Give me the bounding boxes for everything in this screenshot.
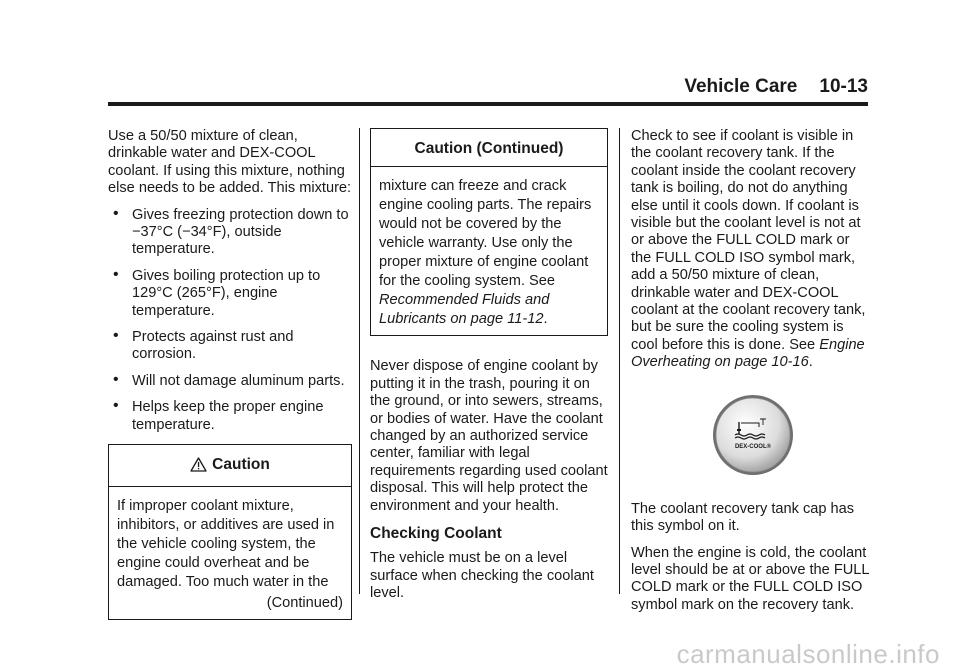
disposal-paragraph: Never dispose of engine coolant by putting it in the trash, pouring it on the ground, or into sewers, streams, or bodies of water. Have the coolant changed by an authorized service center, familiar with legal requirements regarding used coolant disposal. This will help protect the environment and your health.: [370, 358, 608, 514]
caution-continued-title: Caution (Continued): [371, 129, 607, 167]
watermark: carmanualsonline.info: [676, 639, 940, 669]
intro-paragraph: Use a 50/50 mixture of clean, drinkable water and DEX-COOL coolant. If using this mixture, nothing else needs to be added. This mixture:: [108, 128, 352, 197]
list-item: • Helps keep the proper engine temperature.: [108, 399, 352, 434]
column-2: [370, 128, 608, 612]
page-number: 10-13: [819, 76, 868, 97]
list-item: • Will not damage aluminum parts.: [108, 373, 352, 390]
column-1: [108, 128, 352, 642]
mixture-benefits-list: [108, 207, 352, 434]
section-heading: Checking Coolant: [370, 525, 502, 543]
cross-reference-link[interactable]: Engine Overheating on page 10-16: [631, 336, 865, 371]
caution-text: If improper coolant mixture, inhibitors, or additives are used in the vehicle cooling system, the engine could overheat and be damaged. Too much water in the: [117, 497, 335, 590]
list-item: • Gives freezing protection down to −37°C (−34°F), outside temperature.: [108, 207, 352, 259]
caution-box: [108, 444, 352, 619]
cap-symbol-paragraph: The coolant recovery tank cap has this symbol on it.: [631, 500, 855, 535]
caution-body: [109, 487, 351, 619]
column-divider-2: [619, 128, 620, 594]
column-3: [631, 128, 871, 623]
header-rule: [108, 102, 868, 106]
symbol-label: DEX-COOL®: [734, 443, 772, 450]
caution-title: [109, 445, 351, 486]
continued-label: (Continued): [266, 594, 343, 611]
coolant-cap-symbol-icon: [711, 393, 795, 477]
check-coolant-paragraph: Check to see if coolant is visible in the coolant recovery tank. If the coolant inside the coolant recovery tank is boiling, do not do anything else until it cools down. If coolant is visible but the coolant level is not at or above the FULL COLD mark or the FULL COLD ISO symbol mark, add a 50/50 mixture of clean, drinkable water and DEX-COOL coolant at the coolant recovery tank, but be sure the cooling system is cool before this is done. See Engine Overheating on page 10-16.: [631, 128, 866, 371]
cross-reference-link[interactable]: Recommended Fluids and Lubricants on page 11-12: [379, 292, 550, 328]
level-surface-paragraph: The vehicle must be on a level surface when checking the coolant level.: [370, 550, 594, 602]
caution-continued-body: mixture can freeze and crack engine cooling parts. The repairs would not be covered by the vehicle warranty. Use only the proper mixture of engine coolant for the cooling system. See Recommended Fluids and Lubricants on page 11-12.: [379, 178, 592, 328]
column-divider-1: [359, 128, 360, 594]
list-item: • Gives boiling protection up to 129°C (265°F), engine temperature.: [108, 268, 352, 320]
symbol-figure: [631, 381, 871, 493]
caution-text: mixture can freeze and crack engine cooling parts. The repairs would not be covered by the vehicle warranty. Use only the proper mixture of engine coolant for the cooling system. See: [379, 178, 592, 290]
cold-level-paragraph: When the engine is cold, the coolant level should be at or above the FULL COLD mark or the FULL COLD ISO symbol mark on the recovery tank.: [631, 544, 869, 613]
caution-continued-box: [370, 128, 608, 336]
section-title: Vehicle Care: [684, 76, 798, 97]
list-item: • Protects against rust and corrosion.: [108, 329, 352, 364]
page-header: [684, 76, 868, 98]
caution-title-text: Caution: [212, 456, 270, 474]
warning-triangle-icon: [190, 457, 207, 476]
